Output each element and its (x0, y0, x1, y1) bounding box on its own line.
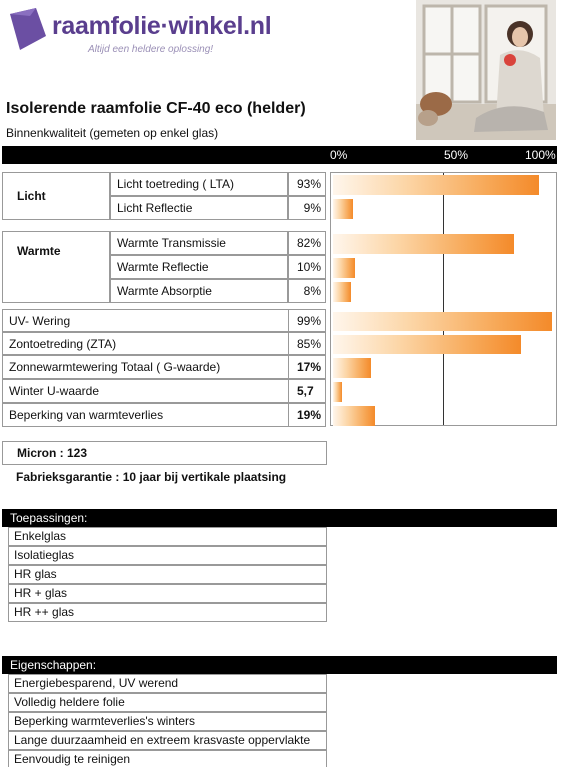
toepassing-item: HR + glas (8, 584, 327, 603)
brand-name[interactable]: raamfolie·winkel.nl (52, 12, 272, 40)
woman-at-window-photo (416, 0, 556, 140)
percentage-bar (333, 358, 371, 378)
row-value-warmte-transmissie: 82% (288, 231, 326, 255)
row-label-lta: Licht toetreding ( LTA) (110, 172, 288, 196)
fabrieksgarantie: Fabrieksgarantie : 10 jaar bij vertikale plaatsing (16, 470, 287, 484)
scale-label-100: 100% (525, 148, 556, 162)
group-label-licht: Licht (2, 172, 110, 220)
product-title: Isolerende raamfolie CF-40 eco (helder) (6, 100, 306, 117)
row-value-warmte-absorptie: 8% (288, 279, 326, 303)
row-value-uv-wering: 99% (288, 309, 326, 332)
percentage-bar (333, 282, 351, 302)
row-value-g-waarde: 17% (288, 355, 326, 379)
row-label-g-waarde: Zonnewarmtewering Totaal ( G-waarde) (2, 355, 298, 379)
toepassing-item: Enkelglas (8, 527, 327, 546)
percentage-bar (333, 199, 353, 219)
eigenschap-item: Volledig heldere folie (8, 693, 327, 712)
eigenschappen-heading: Eigenschappen: (2, 656, 557, 674)
product-subtitle: Binnenkwaliteit (gemeten op enkel glas) (6, 126, 219, 140)
row-label-u-waarde: Winter U-waarde (2, 379, 298, 403)
eigenschap-item: Eenvoudig te reinigen (8, 750, 327, 767)
eigenschap-item: Beperking warmteverlies's winters (8, 712, 327, 731)
toepassing-item: HR ++ glas (8, 603, 327, 622)
row-value-u-waarde: 5,7 (288, 379, 326, 403)
scale-header (2, 146, 557, 164)
row-label-warmte-absorptie: Warmte Absorptie (110, 279, 288, 303)
scale-label-50: 50% (444, 148, 469, 162)
group-label-warmte: Warmte (2, 231, 110, 303)
toepassingen-heading: Toepassingen: (2, 509, 557, 527)
percentage-bar-chart (330, 172, 557, 426)
row-value-warmte-reflectie: 10% (288, 255, 326, 279)
percentage-bar (333, 175, 539, 195)
micron-value: Micron : 123 (2, 441, 327, 465)
fifty-percent-line (443, 173, 444, 425)
row-value-licht-reflectie: 9% (288, 196, 326, 220)
eigenschap-item: Energiebesparend, UV werend (8, 674, 327, 693)
row-value-warmteverlies: 19% (288, 403, 326, 427)
brand-logo-icon (6, 6, 48, 52)
scale-label-0: 0% (330, 148, 348, 162)
percentage-bar (333, 335, 521, 354)
percentage-bar (333, 312, 552, 331)
row-value-zta: 85% (288, 332, 326, 355)
row-label-licht-reflectie: Licht Reflectie (110, 196, 288, 220)
percentage-bar (333, 406, 375, 426)
row-value-lta: 93% (288, 172, 326, 196)
toepassing-item: Isolatieglas (8, 546, 327, 565)
row-label-uv-wering: UV- Wering (2, 309, 298, 332)
row-label-zta: Zontoetreding (ZTA) (2, 332, 298, 355)
percentage-bar (333, 382, 342, 402)
brand-tagline: Altijd een heldere oplossing! (88, 44, 214, 55)
toepassing-item: HR glas (8, 565, 327, 584)
row-label-warmte-transmissie: Warmte Transmissie (110, 231, 288, 255)
percentage-bar (333, 234, 514, 254)
row-label-warmte-reflectie: Warmte Reflectie (110, 255, 288, 279)
row-label-warmteverlies: Beperking van warmteverlies (2, 403, 298, 427)
percentage-bar (333, 258, 355, 278)
eigenschap-item: Lange duurzaamheid en extreem krasvaste oppervlakte (8, 731, 327, 750)
